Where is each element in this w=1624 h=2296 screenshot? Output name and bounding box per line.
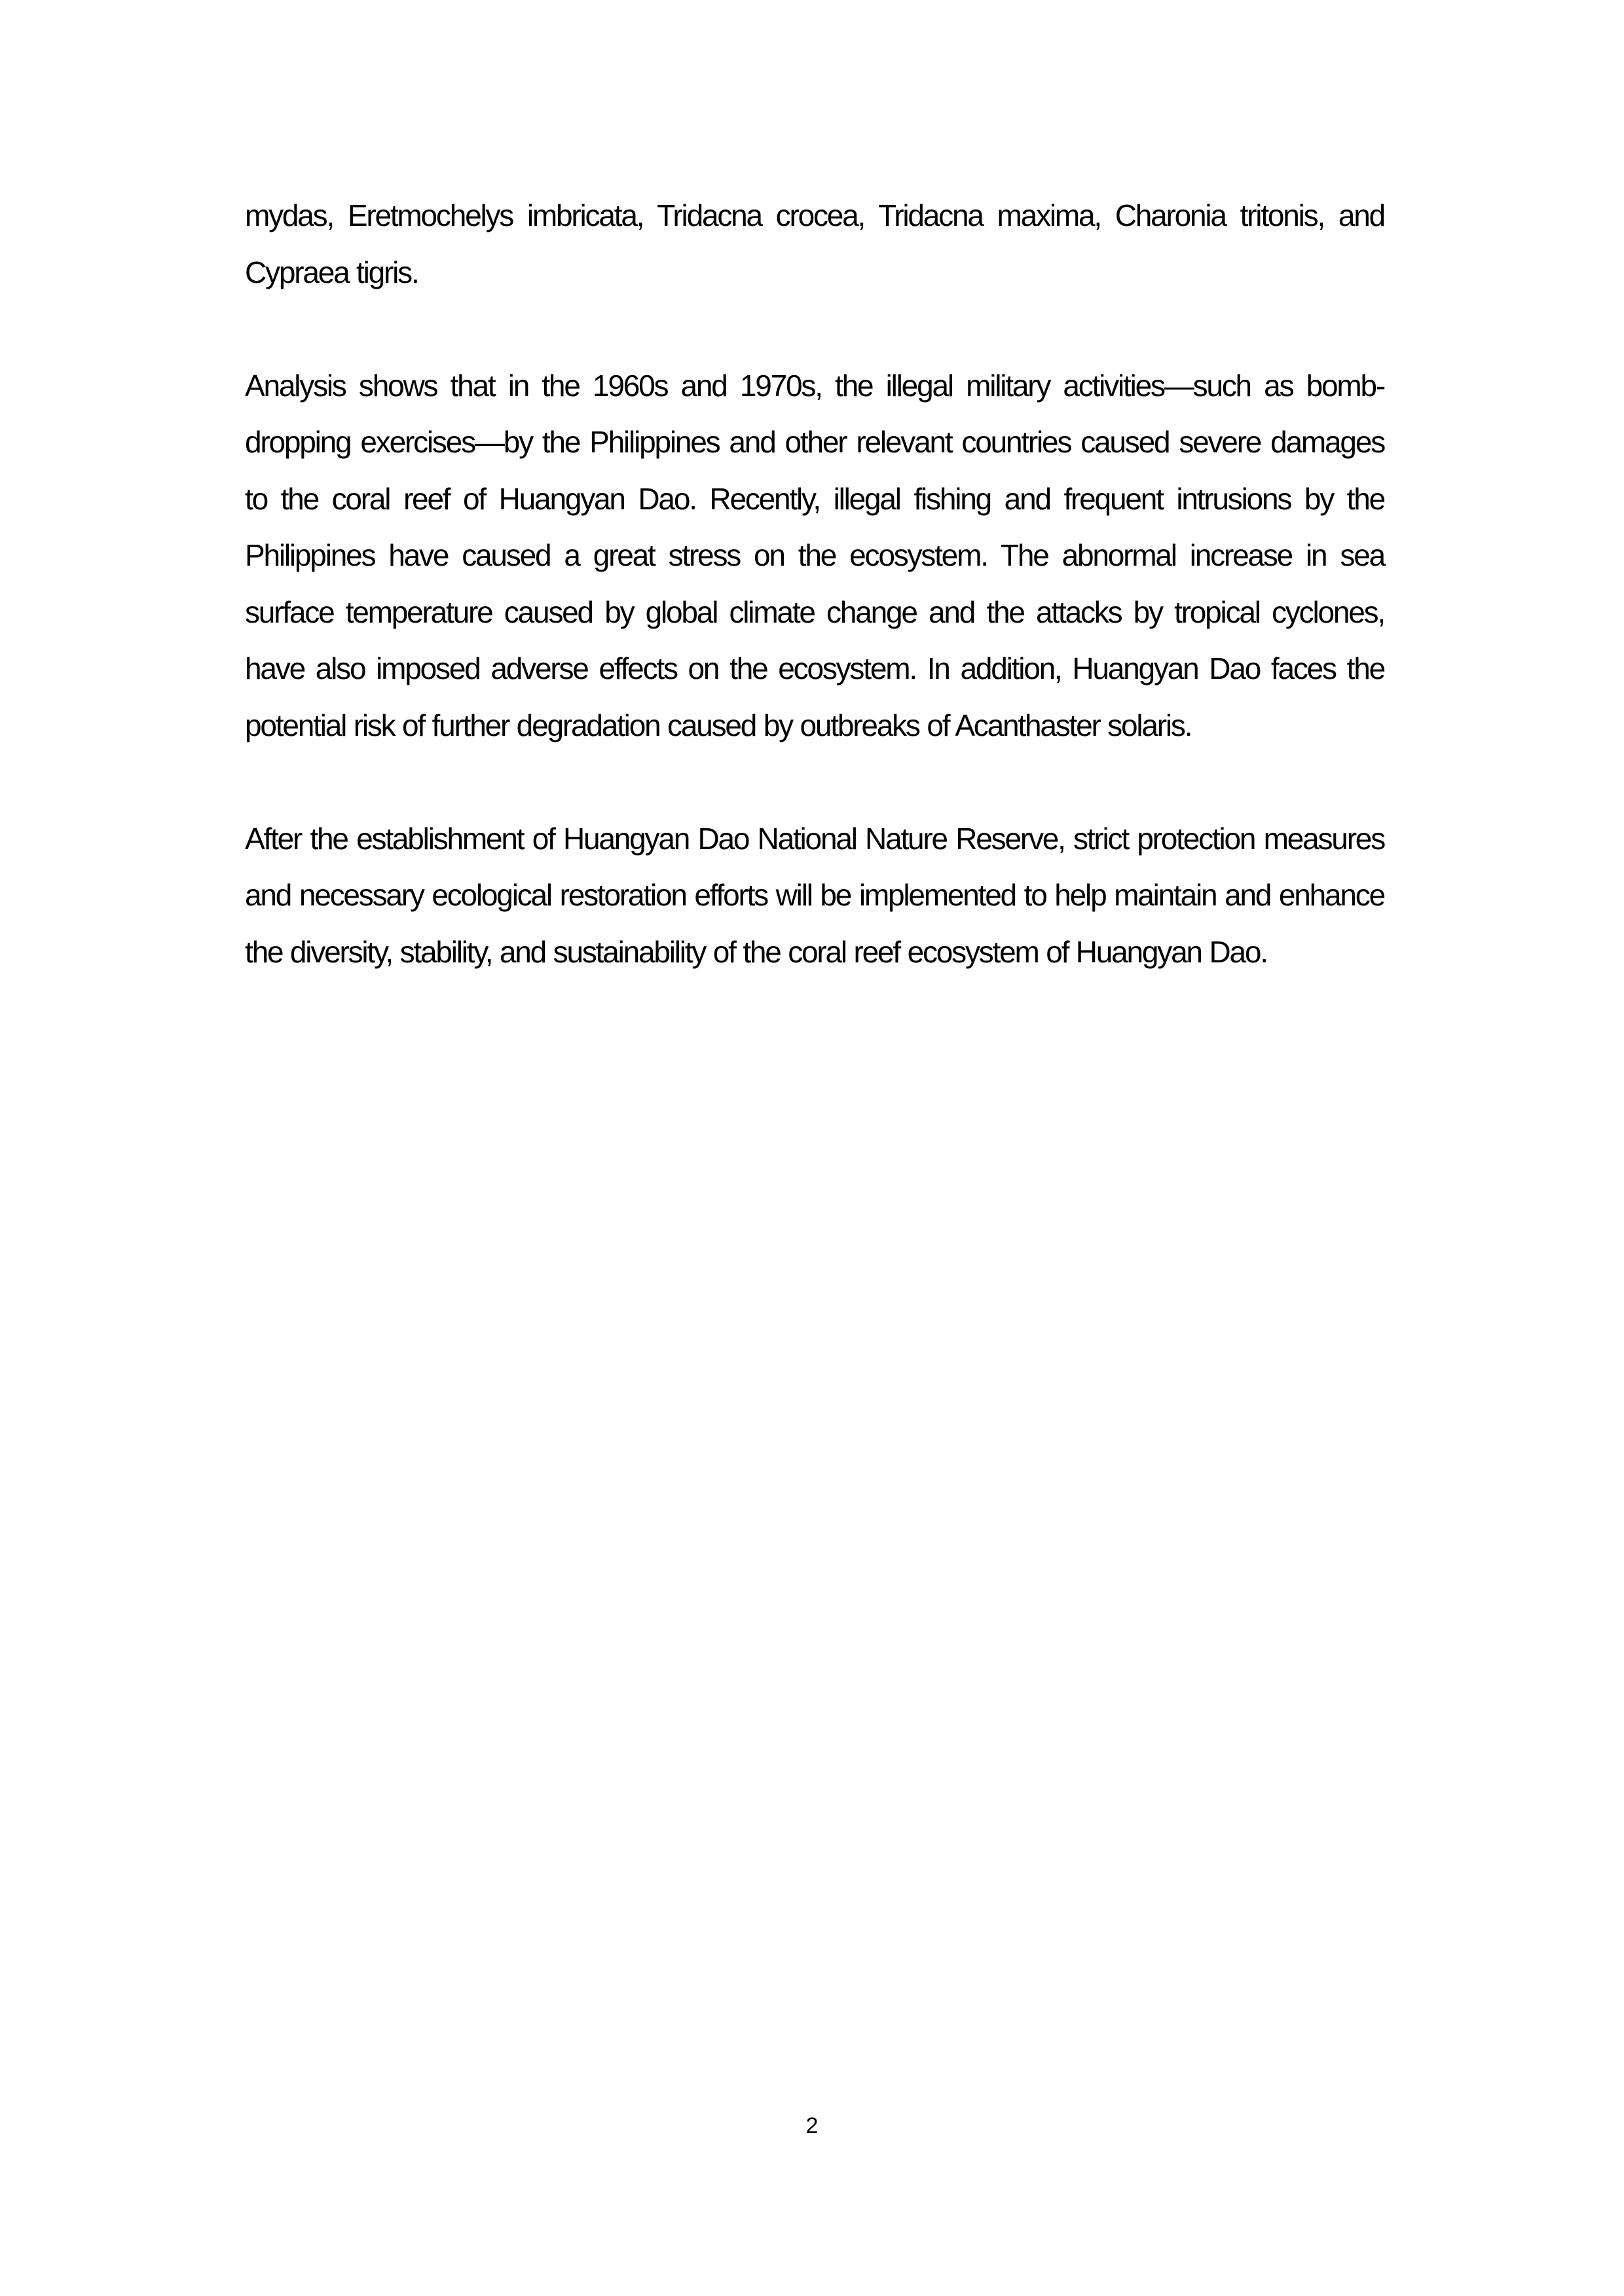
paragraph-species-list: mydas, Eretmochelys imbricata, Tridacna crocea, Tridacna maxima, Charonia tritonis, and Cypraea tigris. [245, 198, 1384, 289]
paragraph-analysis: Analysis shows that in the 1960s and 1970s, the illegal military activities—such as bomb-dropping exercises—by the Philippines and other relevant countries caused severe damages to the coral reef of Huangyan Dao. Recently, illegal fishing and frequent intrusions by the Philippines have caused a great stress on the ecosystem. The abnormal increase in sea surface temperature caused by global climate change and the attacks by tropical cyclones, have also imposed adverse effects on the ecosystem. In addition, Huangyan Dao faces the potential risk of further degradation caused by outbreaks of Acanthaster solaris. [245, 368, 1384, 742]
body-text [245, 187, 1384, 1037]
paragraph-reserve-measures: After the establishment of Huangyan Dao National Nature Reserve, strict protection measures and necessary ecological restoration efforts will be implemented to help maintain and enhance the diversity, stability, and sustainability of the coral reef ecosystem of Huangyan Dao. [245, 821, 1384, 969]
page-number: 2 [805, 2113, 819, 2138]
